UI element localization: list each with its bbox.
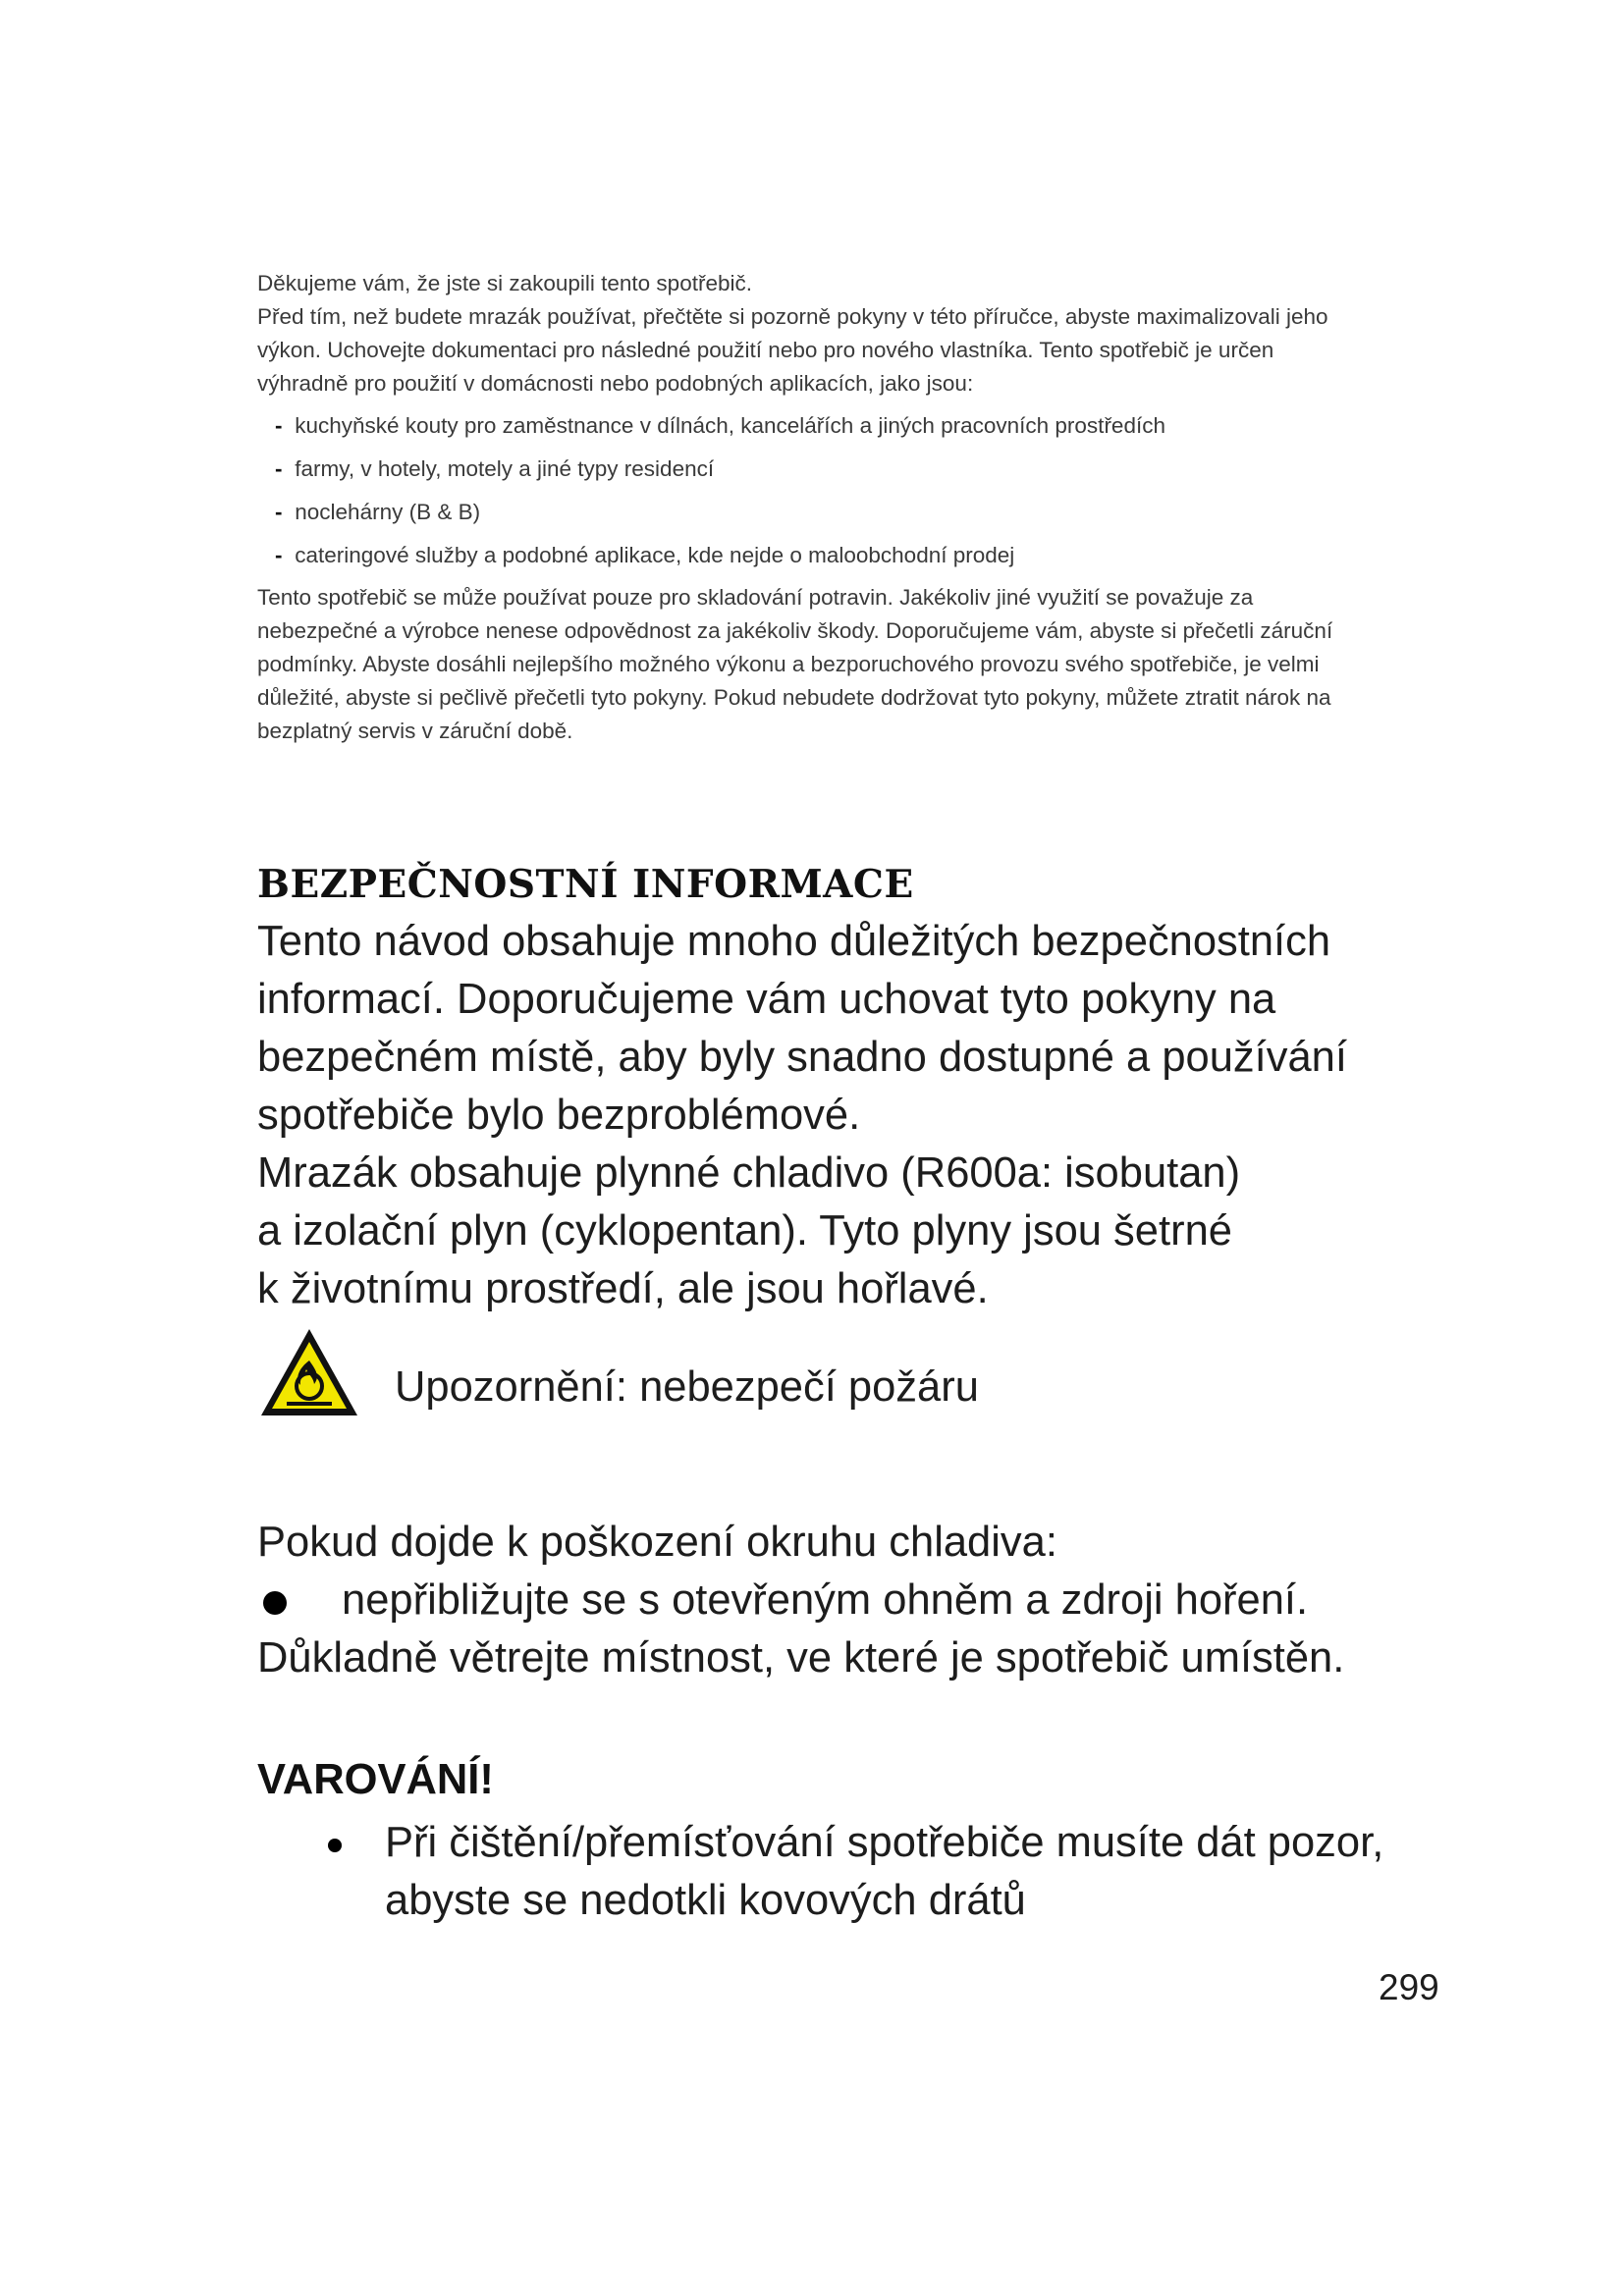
fire-hazard-warning-icon [257, 1325, 361, 1421]
safety-paragraph: Tento návod obsahuje mnoho důležitých bezpečnostních informací. Doporučujeme vám uchovat tyto pokyny na bezpečném místě, aby byly snadno dostupné a používání spotřebiče bylo bezproblémové. [257, 918, 1347, 1139]
refrigerant-line: k životnímu prostředí, ale jsou hořlavé. [257, 1265, 989, 1312]
list-item-text: noclehárny (B & B) [295, 500, 481, 524]
fire-warning-text: Upozornění: nebezpečí požáru [395, 1363, 979, 1411]
refrigerant-damage-section [257, 1514, 1416, 1687]
warning-item-text: Při čištění/přemísťování spotřebiče musíte dát pozor, abyste se nedotkli kovových drátů [385, 1819, 1384, 1924]
intro-closing: Tento spotřebič se může používat pouze pro skladování potravin. Jakékoliv jiné využití se považuje za nebezpečné a výrobce nenese odpovědnost za jakékoliv škody. Doporučujeme vám, abyste si přečetli záruční podmínky. Abyste dosáhli nejlepšího možného výkonu a bezporuchového provozu svého spotřebiče, je velmi důležité, abyste si pečlivě přečetli tyto pokyny. Pokud nebudete dodržovat tyto pokyny, můžete ztratit nárok na bezplatný servis v záruční době. [257, 585, 1333, 743]
bullet-dot-icon [263, 1591, 287, 1615]
intro-section [257, 267, 1367, 748]
list-item [275, 491, 1367, 534]
dash-marker: - [275, 413, 283, 438]
intro-thanks: Děkujeme vám, že jste si zakoupili tento spotřebič. [257, 271, 752, 295]
bullet-dot-icon [328, 1839, 342, 1852]
list-item-text: farmy, v hotely, motely a jiné typy residencí [295, 456, 715, 481]
dash-marker: - [275, 500, 283, 524]
fire-warning [257, 1325, 1239, 1423]
page-number: 299 [1379, 1967, 1439, 2007]
refrigerant-line: a izolační plyn (cyklopentan). Tyto plyny jsou šetrné [257, 1207, 1232, 1255]
usage-list [257, 404, 1367, 577]
damage-intro: Pokud dojde k poškození okruhu chladiva: [257, 1519, 1057, 1566]
damage-continuation: Důkladně větrejte místnost, ve které je spotřebič umístěn. [257, 1634, 1345, 1682]
warning-list [324, 1814, 1404, 1930]
list-item [275, 534, 1367, 577]
dash-marker: - [275, 456, 283, 481]
intro-paragraph: Před tím, než budete mrazák používat, přečtěte si pozorně pokyny v této příručce, abyste maximalizovali jeho výkon. Uchovejte dokumentaci pro následné použití nebo pro nového vlastníka. Tento spotřebič je určen výhradně pro použití v domácnosti nebo podobných aplikacích, jako jsou: [257, 304, 1328, 396]
list-item-text: kuchyňské kouty pro zaměstnance v dílnách, kancelářích a jiných pracovních prostředích [295, 413, 1165, 438]
damage-bullet-text: nepřibližujte se s otevřeným ohněm a zdroji hoření. [342, 1576, 1309, 1624]
dash-marker: - [275, 543, 283, 567]
list-item [324, 1814, 1404, 1930]
list-item [275, 448, 1367, 491]
safety-section [257, 913, 1416, 1318]
list-item [275, 404, 1367, 448]
list-item-text: cateringové služby a podobné aplikace, kde nejde o maloobchodní prodej [295, 543, 1015, 567]
list-item [257, 1572, 1416, 1629]
refrigerant-line: Mrazák obsahuje plynné chladivo (R600a: isobutan) [257, 1149, 1241, 1197]
safety-heading: BEZPEČNOSTNÍ INFORMACE [257, 862, 914, 907]
warning-title: VAROVÁNÍ! [257, 1756, 494, 1803]
